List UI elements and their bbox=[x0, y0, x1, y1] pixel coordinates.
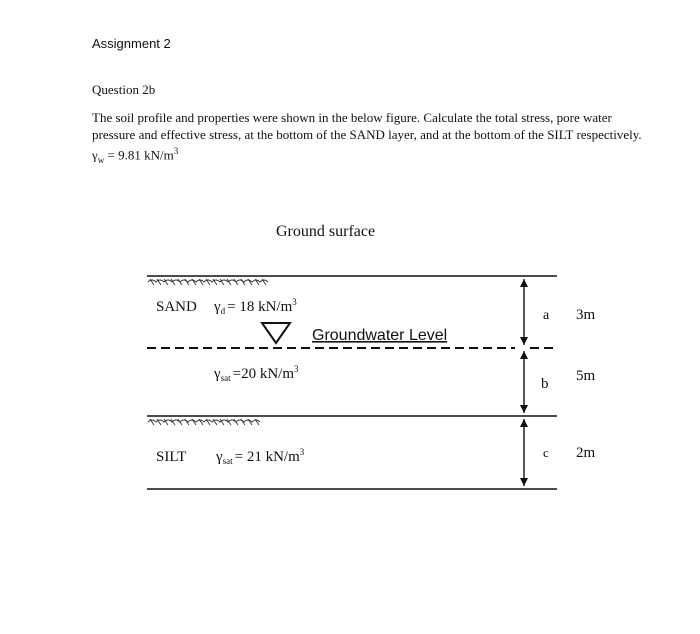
silt-label: SILT bbox=[156, 449, 187, 465]
sand-gamma-sat: $\gamma_{sat} =20$ $kN/m^3$ bbox=[214, 364, 299, 383]
sand-label: SAND bbox=[156, 299, 197, 315]
dimension-c-letter: c bbox=[543, 445, 549, 460]
dimension-c-value: 2m bbox=[576, 445, 596, 461]
groundwater-level-label: Groundwater Level bbox=[312, 327, 448, 344]
question-body-part1: The soil profile and properties were shown in the below figure. Calculate the total stress, pore water pressure and effective stress, at the bottom of the SAND layer, and at the bottom of the SILT respectively. γ bbox=[92, 110, 642, 163]
question-body-sup: 3 bbox=[173, 146, 179, 156]
question-body-sub: w bbox=[97, 154, 105, 165]
sand-gamma-d: $\gamma_d = 18$ $kN/m^3$ bbox=[214, 297, 297, 316]
dimension-a-letter: a bbox=[543, 308, 550, 323]
document-heading: Assignment 2 bbox=[92, 36, 171, 51]
dimension-b-value: 5m bbox=[576, 368, 596, 384]
ground-surface-label: Ground surface bbox=[276, 223, 376, 240]
groundwater-triangle-icon bbox=[262, 323, 290, 343]
ground-hatch-top bbox=[148, 279, 268, 285]
question-title: Question 2b bbox=[92, 82, 156, 97]
ground-hatch-silt bbox=[148, 419, 260, 425]
dimension-a-value: 3m bbox=[576, 307, 596, 323]
question-body-part2: = 9.81 kN/m bbox=[104, 147, 174, 163]
dimension-b-letter: b bbox=[541, 376, 549, 392]
silt-gamma-sat: $\gamma_{sat} = 21$ $kN/m^3$ bbox=[216, 447, 305, 466]
